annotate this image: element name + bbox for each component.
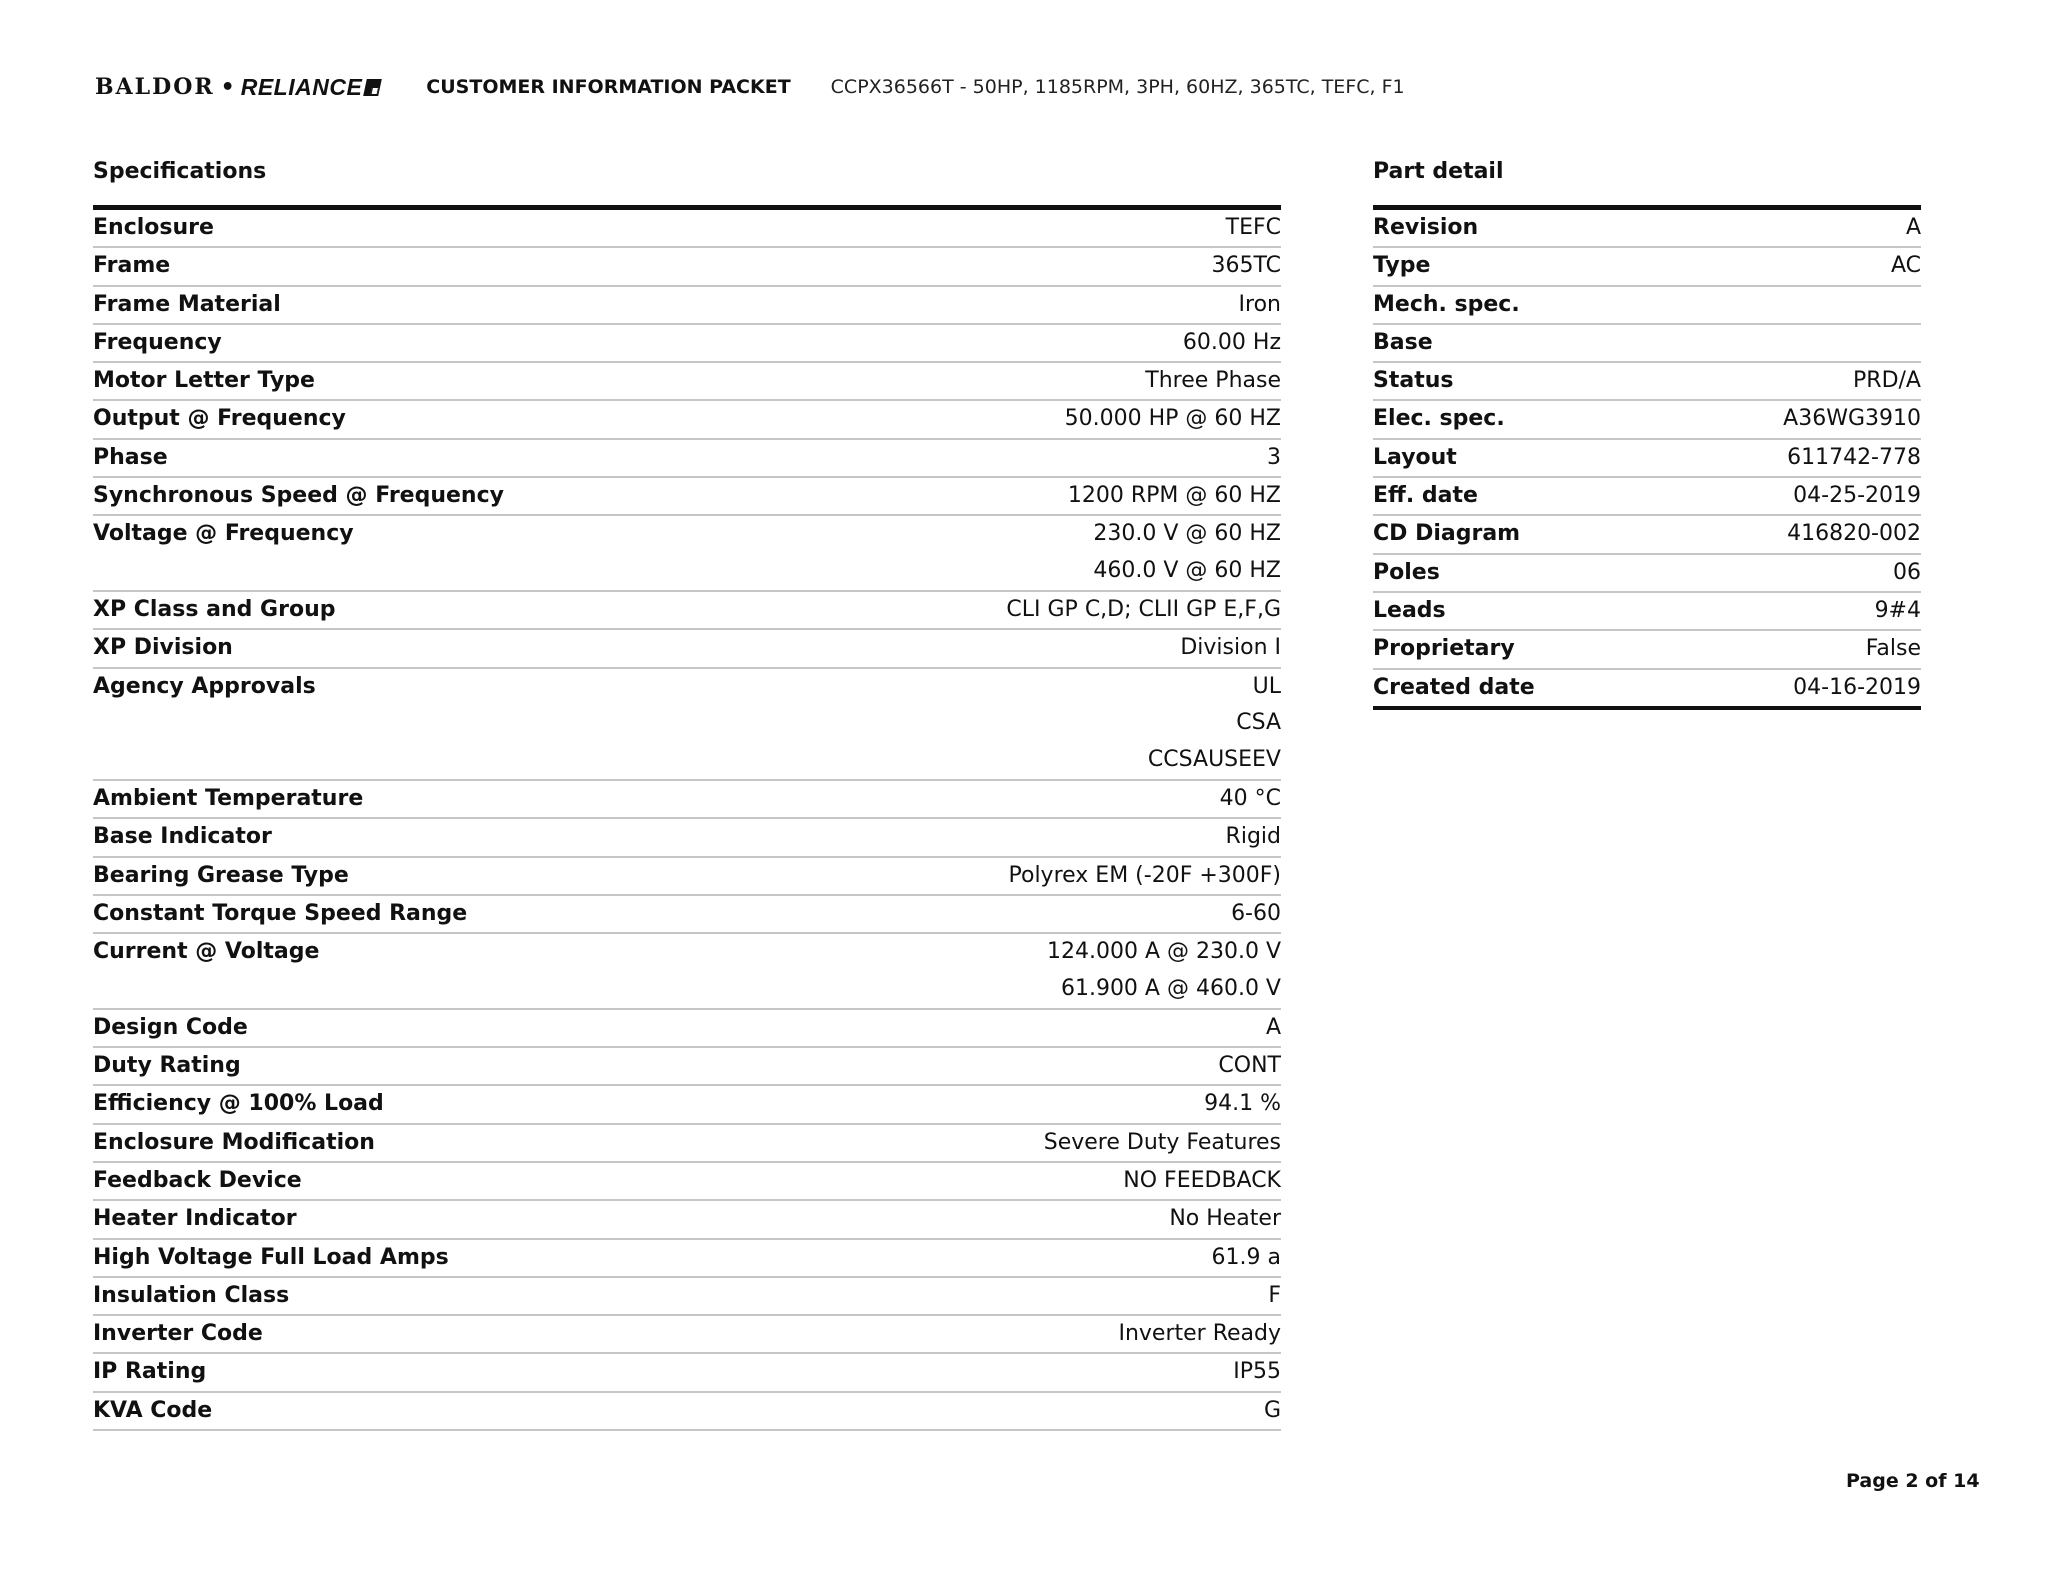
row-values [1891,248,1921,284]
row-label: High Voltage Full Load Amps [93,1244,449,1270]
row-label: XP Class and Group [93,596,336,622]
row-label: Bearing Grease Type [93,862,349,888]
specifications-table [93,210,1281,1431]
row-values [1148,669,1281,779]
table-row [93,516,1281,592]
row-value: 94.1 % [1204,1091,1281,1117]
row-value: 9#4 [1874,597,1921,623]
row-value: 611742-778 [1787,444,1921,470]
row-values [1268,1278,1281,1314]
specifications-title: Specifications [93,159,267,184]
table-row [1373,210,1921,248]
row-label: Voltage @ Frequency [93,521,354,547]
table-row [1373,631,1921,669]
row-values [1266,1010,1281,1046]
row-label: Frame Material [93,291,281,317]
row-values [1169,1201,1281,1237]
row-value: Iron [1238,291,1281,317]
row-value: AC [1890,253,1921,279]
row-values [1047,934,1281,1008]
row-label: Base [1373,329,1433,355]
row-label: Enclosure [93,215,214,240]
row-value: CCSAUSEEV [1147,747,1281,773]
row-value: CONT [1218,1053,1281,1079]
row-label: Feedback Device [93,1167,302,1193]
table-row [1373,363,1921,401]
row-values [1793,670,1921,706]
row-values [1123,1163,1281,1199]
row-value: PRD/A [1853,368,1921,394]
row-label: Duty Rating [93,1053,241,1079]
logo-separator: • [220,74,235,100]
table-row [1373,248,1921,286]
table-row [93,896,1281,934]
row-value: 365TC [1211,253,1281,279]
row-values [1183,325,1281,361]
row-value: 04-16-2019 [1793,674,1921,700]
row-values [1793,478,1921,514]
row-values [1118,1316,1281,1352]
row-value: Rigid [1225,824,1281,850]
row-values [1239,287,1281,323]
row-label: Base Indicator [93,824,272,850]
row-values [1226,819,1281,855]
row-label: Phase [93,444,168,470]
row-label: Constant Torque Speed Range [93,900,468,926]
row-value: 04-25-2019 [1793,483,1921,509]
row-values [1233,1354,1281,1390]
reliance-mark-icon [363,79,382,96]
row-label: Type [1373,253,1431,279]
table-row [1373,555,1921,593]
row-label: IP Rating [93,1359,207,1385]
row-label: Current @ Voltage [93,939,320,965]
table-row [1373,670,1921,710]
part-detail-table [1373,210,1921,710]
part-detail-title: Part detail [1373,159,1504,184]
row-values [1068,478,1281,514]
logo-baldor-text: BALDOR [95,74,215,100]
page-header [95,72,1405,102]
row-values [1211,248,1281,284]
table-row [93,1125,1281,1163]
row-value: 6-60 [1231,900,1281,926]
row-label: Insulation Class [93,1282,290,1308]
table-row [93,478,1281,516]
row-values [1787,516,1921,552]
row-values [1906,210,1921,246]
row-label: XP Division [93,635,233,661]
row-value: Three Phase [1145,368,1281,394]
table-row [1373,593,1921,631]
row-value: NO FEEDBACK [1123,1167,1281,1193]
table-row [93,1354,1281,1392]
table-row [93,210,1281,248]
row-values [1212,1240,1281,1276]
table-row [93,1240,1281,1278]
row-value: 460.0 V @ 60 HZ [1093,558,1281,584]
table-row [93,287,1281,325]
table-row [93,1201,1281,1239]
row-value: UL [1252,673,1281,699]
table-row [1373,478,1921,516]
row-label: Elec. spec. [1373,406,1505,432]
table-row [93,325,1281,363]
row-label: Eff. date [1373,483,1478,509]
table-row [1373,325,1921,363]
row-values [1145,363,1281,399]
table-row [93,630,1281,668]
row-values [1783,401,1921,437]
baldor-reliance-logo [95,74,380,101]
row-label: Mech. spec. [1373,291,1520,317]
row-value: 416820-002 [1787,521,1921,547]
row-label: Agency Approvals [93,673,316,699]
row-label: Proprietary [1373,636,1515,662]
row-values [1044,1125,1281,1161]
row-values [1204,1086,1281,1122]
row-values [1853,363,1921,399]
row-value: TEFC [1225,215,1281,240]
row-label: Output @ Frequency [93,406,346,432]
model-description: CCPX36566T - 50HP, 1185RPM, 3PH, 60HZ, 365TC, TEFC, F1 [830,76,1405,98]
row-label: CD Diagram [1373,521,1521,547]
table-row [93,1163,1281,1201]
row-value: Severe Duty Features [1043,1129,1281,1155]
table-row [93,592,1281,630]
row-values [1006,592,1281,628]
table-row [93,1048,1281,1086]
row-values [1009,858,1282,894]
row-value: 230.0 V @ 60 HZ [1093,521,1281,547]
table-row [93,363,1281,401]
row-value: CSA [1236,710,1281,736]
row-value: IP55 [1233,1359,1281,1385]
row-label: Layout [1373,444,1457,470]
row-values [1065,401,1281,437]
row-value: A36WG3910 [1783,406,1921,432]
table-row [93,669,1281,781]
specifications-section [93,156,1281,1431]
row-value: Inverter Ready [1118,1321,1281,1347]
row-label: Synchronous Speed @ Frequency [93,483,504,509]
table-row [93,1316,1281,1354]
row-label: KVA Code [93,1397,213,1423]
row-value: 3 [1267,444,1281,470]
row-values [1093,516,1281,590]
table-row [93,1393,1281,1431]
row-value: 1200 RPM @ 60 HZ [1067,483,1281,509]
row-values [1218,1048,1281,1084]
table-row [1373,401,1921,439]
row-label: Leads [1373,597,1446,623]
row-value: False [1865,636,1921,662]
row-values [1231,896,1281,932]
table-row [1373,440,1921,478]
table-row [1373,287,1921,325]
row-label: Frame [93,253,171,279]
row-label: Frequency [93,329,222,355]
row-value: 61.900 A @ 460.0 V [1060,975,1281,1001]
row-values [1893,555,1921,591]
row-values [1866,631,1921,667]
row-value: CLI GP C,D; CLII GP E,F,G [1006,596,1281,622]
row-values [1264,1393,1281,1429]
row-value: Polyrex EM (-20F +300F) [1008,862,1281,888]
row-label: Revision [1373,215,1479,240]
logo-reliance-text: RELIANCE [240,73,363,100]
row-values [1267,440,1281,476]
row-value: A [1265,1014,1281,1040]
table-row [93,401,1281,439]
row-value: G [1263,1397,1281,1423]
row-values [1226,210,1281,246]
row-label: Status [1373,368,1454,394]
row-values [1787,440,1921,476]
table-row [93,781,1281,819]
row-label: Enclosure Modification [93,1129,375,1155]
row-value: No Heater [1169,1206,1281,1232]
table-row [93,1010,1281,1048]
row-label: Ambient Temperature [93,785,364,811]
row-label: Motor Letter Type [93,368,315,394]
row-values [1875,593,1921,629]
table-row [93,440,1281,478]
row-values [1180,630,1281,666]
page-indicator: Page 2 of 14 [1846,1470,1980,1492]
row-value: A [1905,215,1921,240]
row-label: Created date [1373,674,1535,700]
table-row [93,819,1281,857]
part-detail-section [1373,156,1921,710]
table-row [93,1278,1281,1316]
row-label: Inverter Code [93,1321,263,1347]
row-value: 60.00 Hz [1182,329,1281,355]
table-row [93,858,1281,896]
row-values [1220,781,1281,817]
table-row [93,1086,1281,1124]
table-row [93,248,1281,286]
row-value: 06 [1893,559,1921,585]
table-row [93,934,1281,1010]
row-label: Heater Indicator [93,1206,297,1232]
row-value: 124.000 A @ 230.0 V [1046,939,1281,965]
row-value: 40 °C [1219,785,1281,811]
table-row [1373,516,1921,554]
row-value: 50.000 HP @ 60 HZ [1064,406,1281,432]
row-value: F [1268,1282,1281,1308]
packet-title: CUSTOMER INFORMATION PACKET [426,76,791,98]
row-label: Poles [1373,559,1440,585]
row-value: Division I [1180,635,1281,661]
row-label: Efficiency @ 100% Load [93,1091,384,1117]
row-value: 61.9 a [1211,1244,1281,1270]
row-label: Design Code [93,1014,248,1040]
